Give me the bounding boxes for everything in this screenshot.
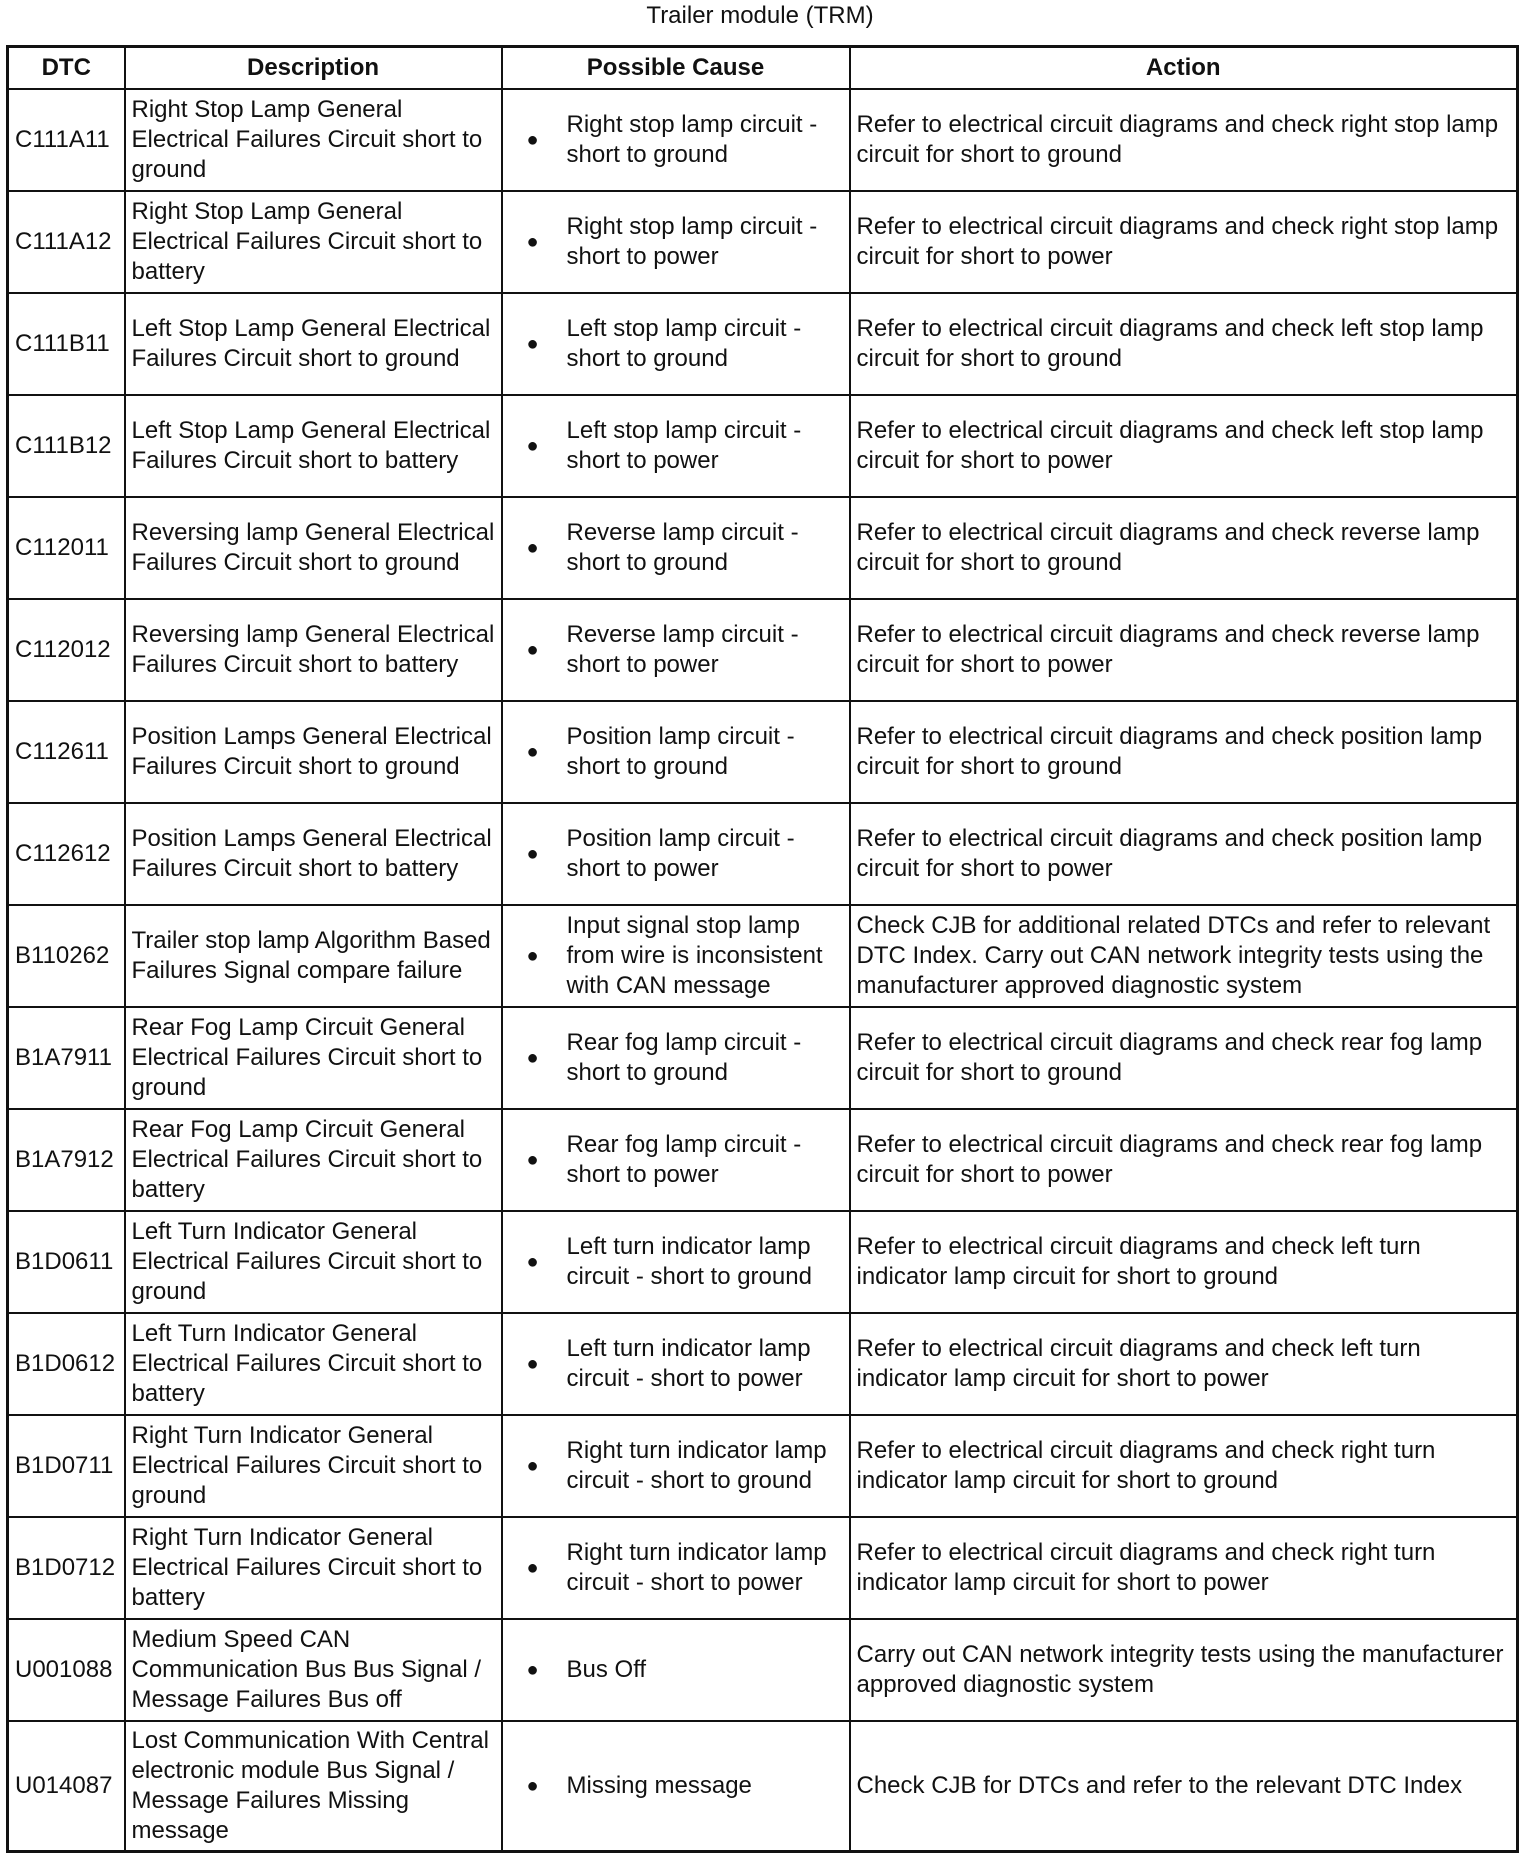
cause-list-item (509, 1538, 843, 1598)
cause-text: Input signal stop lamp from wire is inconsistent with CAN message (566, 912, 823, 999)
action-cell: Refer to electrical circuit diagrams and check left stop lamp circuit for short to power (850, 395, 1518, 497)
possible-cause-cell (502, 89, 850, 191)
bullet-icon: ● (526, 1251, 539, 1273)
table-row (8, 1007, 1518, 1109)
dtc-code-cell: C112012 (8, 599, 125, 701)
action-cell: Refer to electrical circuit diagrams and check reverse lamp circuit for short to power (850, 599, 1518, 701)
description-cell: Right Turn Indicator General Electrical Failures Circuit short to battery (125, 1517, 502, 1619)
bullet-icon: ● (526, 1353, 539, 1375)
cause-list-item (509, 1028, 843, 1088)
table-row (8, 1517, 1518, 1619)
cause-text: Position lamp circuit - short to power (566, 825, 795, 882)
action-cell: Refer to electrical circuit diagrams and check right stop lamp circuit for short to ground (850, 89, 1518, 191)
cause-text: Bus Off (566, 1656, 647, 1683)
table-row (8, 905, 1518, 1007)
action-cell: Refer to electrical circuit diagrams and check left stop lamp circuit for short to ground (850, 293, 1518, 395)
cause-list-item (509, 1130, 843, 1190)
description-cell: Left Stop Lamp General Electrical Failures Circuit short to battery (125, 395, 502, 497)
cause-text: Missing message (566, 1772, 752, 1799)
cause-list-item (509, 1655, 843, 1685)
dtc-code-cell: B110262 (8, 905, 125, 1007)
cause-text: Right turn indicator lamp circuit - short to ground (566, 1437, 827, 1494)
cause-text: Left turn indicator lamp circuit - short to power (566, 1335, 811, 1392)
cause-list-item (509, 911, 843, 1001)
possible-cause-cell (502, 1007, 850, 1109)
action-cell: Refer to electrical circuit diagrams and check right turn indicator lamp circuit for short to ground (850, 1415, 1518, 1517)
bullet-icon: ● (526, 129, 539, 151)
table-row (8, 1109, 1518, 1211)
dtc-code-cell: C112612 (8, 803, 125, 905)
bullet-icon: ● (526, 537, 539, 559)
dtc-code-cell: U014087 (8, 1721, 125, 1852)
possible-cause-cell (502, 497, 850, 599)
bullet-icon: ● (526, 741, 539, 763)
action-cell: Carry out CAN network integrity tests using the manufacturer approved diagnostic system (850, 1619, 1518, 1721)
possible-cause-cell (502, 905, 850, 1007)
cause-list-item (509, 416, 843, 476)
action-cell: Refer to electrical circuit diagrams and check position lamp circuit for short to power (850, 803, 1518, 905)
action-cell: Refer to electrical circuit diagrams and check right turn indicator lamp circuit for short to power (850, 1517, 1518, 1619)
bullet-icon: ● (526, 1775, 539, 1797)
possible-cause-cell (502, 1313, 850, 1415)
bullet-icon: ● (526, 1557, 539, 1579)
cause-list-item (509, 110, 843, 170)
cause-text: Right stop lamp circuit - short to power (566, 213, 818, 270)
possible-cause-cell (502, 1619, 850, 1721)
possible-cause-cell (502, 1517, 850, 1619)
table-row (8, 803, 1518, 905)
cause-list-item (509, 722, 843, 782)
dtc-code-cell: B1D0712 (8, 1517, 125, 1619)
description-cell: Lost Communication With Central electronic module Bus Signal / Message Failures Missing message (125, 1721, 502, 1852)
header-row (8, 47, 1518, 90)
dtc-code-cell: B1D0612 (8, 1313, 125, 1415)
action-cell: Refer to electrical circuit diagrams and check position lamp circuit for short to ground (850, 701, 1518, 803)
possible-cause-cell (502, 1415, 850, 1517)
possible-cause-cell (502, 701, 850, 803)
description-cell: Rear Fog Lamp Circuit General Electrical Failures Circuit short to ground (125, 1007, 502, 1109)
cause-text: Rear fog lamp circuit - short to power (566, 1131, 802, 1188)
table-row (8, 89, 1518, 191)
possible-cause-cell (502, 1211, 850, 1313)
description-cell: Right Turn Indicator General Electrical Failures Circuit short to ground (125, 1415, 502, 1517)
cause-list-item (509, 1771, 843, 1801)
dtc-code-cell: C112611 (8, 701, 125, 803)
table-row (8, 497, 1518, 599)
dtc-code-cell: B1D0611 (8, 1211, 125, 1313)
bullet-icon: ● (526, 231, 539, 253)
dtc-code-cell: B1A7911 (8, 1007, 125, 1109)
possible-cause-cell (502, 1721, 850, 1852)
action-cell: Refer to electrical circuit diagrams and check reverse lamp circuit for short to ground (850, 497, 1518, 599)
cause-text: Reverse lamp circuit - short to power (566, 621, 799, 678)
bullet-icon: ● (526, 333, 539, 355)
dtc-code-cell: C111A11 (8, 89, 125, 191)
dtc-code-cell: C111B11 (8, 293, 125, 395)
description-cell: Right Stop Lamp General Electrical Failures Circuit short to battery (125, 191, 502, 293)
cause-text: Left stop lamp circuit - short to ground (566, 315, 802, 372)
cause-list-item (509, 620, 843, 680)
possible-cause-cell (502, 293, 850, 395)
column-header-possible-cause: Possible Cause (502, 47, 850, 90)
table-row (8, 1211, 1518, 1313)
table-row (8, 1415, 1518, 1517)
cause-text: Right turn indicator lamp circuit - short to power (566, 1539, 827, 1596)
possible-cause-cell (502, 395, 850, 497)
cause-list-item (509, 314, 843, 374)
dtc-code-cell: U001088 (8, 1619, 125, 1721)
description-cell: Position Lamps General Electrical Failures Circuit short to battery (125, 803, 502, 905)
dtc-code-cell: C111B12 (8, 395, 125, 497)
cause-list-item (509, 1436, 843, 1496)
action-cell: Refer to electrical circuit diagrams and check left turn indicator lamp circuit for short to ground (850, 1211, 1518, 1313)
description-cell: Left Turn Indicator General Electrical Failures Circuit short to ground (125, 1211, 502, 1313)
cause-text: Right stop lamp circuit - short to ground (566, 111, 818, 168)
bullet-icon: ● (526, 1149, 539, 1171)
table-row (8, 191, 1518, 293)
bullet-icon: ● (526, 843, 539, 865)
cause-list-item (509, 824, 843, 884)
action-cell: Refer to electrical circuit diagrams and check right stop lamp circuit for short to power (850, 191, 1518, 293)
table-row (8, 599, 1518, 701)
bullet-icon: ● (526, 1659, 539, 1681)
cause-list-item (509, 212, 843, 272)
table-row (8, 701, 1518, 803)
bullet-icon: ● (526, 435, 539, 457)
table-row (8, 293, 1518, 395)
bullet-icon: ● (526, 1047, 539, 1069)
description-cell: Rear Fog Lamp Circuit General Electrical Failures Circuit short to battery (125, 1109, 502, 1211)
dtc-code-cell: C112011 (8, 497, 125, 599)
cause-text: Left turn indicator lamp circuit - short to ground (566, 1233, 812, 1290)
dtc-code-cell: B1D0711 (8, 1415, 125, 1517)
action-cell: Check CJB for additional related DTCs and refer to relevant DTC Index. Carry out CAN network integrity tests using the manufacturer approved diagnostic system (850, 905, 1518, 1007)
description-cell: Medium Speed CAN Communication Bus Bus Signal / Message Failures Bus off (125, 1619, 502, 1721)
column-header-description: Description (125, 47, 502, 90)
column-header-dtc: DTC (8, 47, 125, 90)
description-cell: Position Lamps General Electrical Failures Circuit short to ground (125, 701, 502, 803)
description-cell: Reversing lamp General Electrical Failures Circuit short to battery (125, 599, 502, 701)
action-cell: Refer to electrical circuit diagrams and check rear fog lamp circuit for short to ground (850, 1007, 1518, 1109)
table-row (8, 1313, 1518, 1415)
description-cell: Right Stop Lamp General Electrical Failures Circuit short to ground (125, 89, 502, 191)
action-cell: Check CJB for DTCs and refer to the relevant DTC Index (850, 1721, 1518, 1852)
possible-cause-cell (502, 599, 850, 701)
column-header-action: Action (850, 47, 1518, 90)
description-cell: Reversing lamp General Electrical Failures Circuit short to ground (125, 497, 502, 599)
dtc-code-cell: C111A12 (8, 191, 125, 293)
cause-list-item (509, 518, 843, 578)
dtc-code-cell: B1A7912 (8, 1109, 125, 1211)
table-row (8, 1619, 1518, 1721)
possible-cause-cell (502, 1109, 850, 1211)
table-caption: Trailer module (TRM) (646, 2, 874, 29)
cause-text: Reverse lamp circuit - short to ground (566, 519, 799, 576)
table-row (8, 1721, 1518, 1852)
bullet-icon: ● (526, 639, 539, 661)
table-body (8, 89, 1518, 1852)
table-row (8, 395, 1518, 497)
possible-cause-cell (502, 191, 850, 293)
description-cell: Left Stop Lamp General Electrical Failures Circuit short to ground (125, 293, 502, 395)
cause-list-item (509, 1232, 843, 1292)
action-cell: Refer to electrical circuit diagrams and check rear fog lamp circuit for short to power (850, 1109, 1518, 1211)
cause-list-item (509, 1334, 843, 1394)
cause-text: Left stop lamp circuit - short to power (566, 417, 802, 474)
cause-text: Rear fog lamp circuit - short to ground (566, 1029, 802, 1086)
bullet-icon: ● (526, 945, 539, 967)
description-cell: Left Turn Indicator General Electrical Failures Circuit short to battery (125, 1313, 502, 1415)
action-cell: Refer to electrical circuit diagrams and check left turn indicator lamp circuit for short to power (850, 1313, 1518, 1415)
bullet-icon: ● (526, 1455, 539, 1477)
dtc-table (6, 45, 1519, 1853)
cause-text: Position lamp circuit - short to ground (566, 723, 795, 780)
possible-cause-cell (502, 803, 850, 905)
description-cell: Trailer stop lamp Algorithm Based Failures Signal compare failure (125, 905, 502, 1007)
